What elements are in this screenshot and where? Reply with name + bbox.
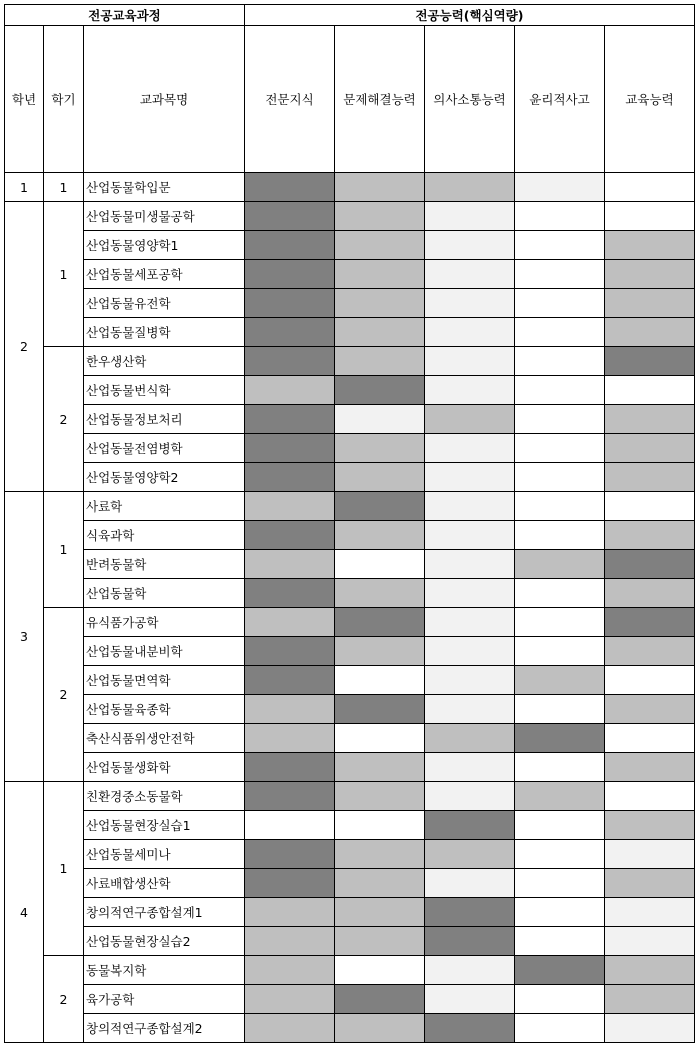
competency-cell-communication (425, 608, 515, 637)
competency-cell-communication (425, 173, 515, 202)
competency-cell-problem-solving (335, 1014, 425, 1043)
course-name-cell: 창의적연구종합설계2 (84, 1014, 245, 1043)
competency-cell-ethics (515, 173, 605, 202)
competency-cell-communication (425, 492, 515, 521)
competency-cell-problem-solving (335, 927, 425, 956)
competency-cell-teaching (605, 840, 695, 869)
competency-cell-ethics (515, 869, 605, 898)
competency-cell-teaching (605, 927, 695, 956)
competency-cell-ethics (515, 811, 605, 840)
competency-cell-knowledge (245, 463, 335, 492)
competency-cell-problem-solving (335, 463, 425, 492)
competency-cell-knowledge (245, 840, 335, 869)
competency-cell-communication (425, 318, 515, 347)
competency-cell-communication (425, 956, 515, 985)
competency-cell-ethics (515, 260, 605, 289)
competency-cell-ethics (515, 231, 605, 260)
competency-cell-ethics (515, 840, 605, 869)
course-name-cell: 유식품가공학 (84, 608, 245, 637)
table-row (5, 260, 695, 289)
table-row (5, 811, 695, 840)
year-cell: 4 (5, 782, 44, 1043)
competency-cell-knowledge (245, 550, 335, 579)
competency-cell-knowledge (245, 637, 335, 666)
competency-cell-knowledge (245, 521, 335, 550)
competency-cell-problem-solving (335, 289, 425, 318)
competency-cell-ethics (515, 405, 605, 434)
semester-cell: 2 (44, 608, 84, 782)
competency-cell-problem-solving (335, 956, 425, 985)
course-name-cell: 산업동물질병학 (84, 318, 245, 347)
semester-cell: 1 (44, 492, 84, 608)
semester-column-header: 학기 (44, 26, 84, 173)
competency-cell-knowledge (245, 1014, 335, 1043)
table-row (5, 492, 695, 521)
year-cell: 1 (5, 173, 44, 202)
competency-cell-problem-solving (335, 782, 425, 811)
competency-cell-problem-solving (335, 637, 425, 666)
competency-cell-communication (425, 811, 515, 840)
competency-cell-teaching (605, 521, 695, 550)
competency-cell-communication (425, 898, 515, 927)
table-row (5, 579, 695, 608)
competency-cell-problem-solving (335, 695, 425, 724)
competency-cell-ethics (515, 492, 605, 521)
competency-cell-problem-solving (335, 231, 425, 260)
competency-cell-teaching (605, 985, 695, 1014)
competency-cell-teaching (605, 405, 695, 434)
table-row (5, 927, 695, 956)
competency-cell-teaching (605, 492, 695, 521)
competency-cell-problem-solving (335, 347, 425, 376)
semester-cell: 1 (44, 202, 84, 347)
competency-cell-problem-solving (335, 840, 425, 869)
table-row (5, 956, 695, 985)
competency-cell-knowledge (245, 956, 335, 985)
competency-header-ethics: 윤리적사고 (515, 26, 605, 173)
competency-cell-communication (425, 405, 515, 434)
table-row (5, 405, 695, 434)
semester-cell: 1 (44, 782, 84, 956)
table-row (5, 985, 695, 1014)
competency-cell-teaching (605, 202, 695, 231)
table-row (5, 666, 695, 695)
course-name-cell: 산업동물영양학1 (84, 231, 245, 260)
competency-header-communication: 의사소통능력 (425, 26, 515, 173)
competency-cell-teaching (605, 724, 695, 753)
semester-cell: 2 (44, 347, 84, 492)
competency-cell-teaching (605, 782, 695, 811)
course-name-cell: 산업동물정보처리 (84, 405, 245, 434)
competency-cell-ethics (515, 289, 605, 318)
competency-cell-problem-solving (335, 376, 425, 405)
competency-cell-knowledge (245, 666, 335, 695)
competency-cell-teaching (605, 1014, 695, 1043)
competency-cell-communication (425, 666, 515, 695)
competency-cell-communication (425, 347, 515, 376)
table-row (5, 173, 695, 202)
competency-cell-problem-solving (335, 173, 425, 202)
competency-cell-problem-solving (335, 434, 425, 463)
competency-cell-problem-solving (335, 608, 425, 637)
competency-cell-problem-solving (335, 405, 425, 434)
competency-cell-communication (425, 753, 515, 782)
course-name-cell: 창의적연구종합설계1 (84, 898, 245, 927)
competency-cell-communication (425, 463, 515, 492)
competency-cell-teaching (605, 608, 695, 637)
competency-cell-teaching (605, 550, 695, 579)
competency-cell-ethics (515, 463, 605, 492)
table-row (5, 608, 695, 637)
course-name-cell: 산업동물유전학 (84, 289, 245, 318)
course-name-cell: 산업동물전염병학 (84, 434, 245, 463)
competency-cell-knowledge (245, 492, 335, 521)
table-row (5, 463, 695, 492)
table-row (5, 318, 695, 347)
table-row (5, 695, 695, 724)
competency-cell-knowledge (245, 869, 335, 898)
course-name-cell: 육가공학 (84, 985, 245, 1014)
semester-cell: 1 (44, 173, 84, 202)
competency-cell-ethics (515, 579, 605, 608)
course-name-cell: 산업동물내분비학 (84, 637, 245, 666)
competency-cell-ethics (515, 724, 605, 753)
table-row (5, 231, 695, 260)
table-row (5, 434, 695, 463)
course-name-cell: 동물복지학 (84, 956, 245, 985)
table-row (5, 347, 695, 376)
competency-cell-ethics (515, 666, 605, 695)
course-name-cell: 산업동물면역학 (84, 666, 245, 695)
competency-cell-problem-solving (335, 318, 425, 347)
competency-cell-teaching (605, 231, 695, 260)
course-name-cell: 산업동물세미나 (84, 840, 245, 869)
competency-cell-ethics (515, 927, 605, 956)
table-row (5, 898, 695, 927)
competency-cell-knowledge (245, 811, 335, 840)
competency-cell-communication (425, 637, 515, 666)
competency-header-knowledge: 전문지식 (245, 26, 335, 173)
competency-cell-knowledge (245, 289, 335, 318)
competency-cell-knowledge (245, 173, 335, 202)
competency-cell-knowledge (245, 347, 335, 376)
course-name-cell: 산업동물미생물공학 (84, 202, 245, 231)
competency-cell-teaching (605, 260, 695, 289)
competency-cell-ethics (515, 376, 605, 405)
competency-cell-knowledge (245, 202, 335, 231)
competency-cell-ethics (515, 782, 605, 811)
competency-cell-ethics (515, 434, 605, 463)
competency-cell-communication (425, 1014, 515, 1043)
competency-cell-knowledge (245, 927, 335, 956)
competency-cell-communication (425, 550, 515, 579)
competency-cell-knowledge (245, 608, 335, 637)
competency-cell-problem-solving (335, 202, 425, 231)
competency-cell-teaching (605, 434, 695, 463)
year-cell: 2 (5, 202, 44, 492)
competency-cell-teaching (605, 811, 695, 840)
course-name-cell: 산업동물현장실습2 (84, 927, 245, 956)
competency-cell-teaching (605, 666, 695, 695)
course-name-cell: 산업동물학 (84, 579, 245, 608)
competency-cell-problem-solving (335, 666, 425, 695)
competency-cell-problem-solving (335, 898, 425, 927)
course-name-cell: 산업동물학입문 (84, 173, 245, 202)
competency-cell-teaching (605, 869, 695, 898)
competency-cell-teaching (605, 318, 695, 347)
competency-cell-teaching (605, 376, 695, 405)
competency-cell-communication (425, 289, 515, 318)
curriculum-group-header: 전공교육과정 (5, 5, 245, 26)
competency-cell-problem-solving (335, 550, 425, 579)
competency-cell-ethics (515, 753, 605, 782)
course-name-cell: 사료배합생산학 (84, 869, 245, 898)
competency-cell-ethics (515, 347, 605, 376)
competency-cell-communication (425, 695, 515, 724)
competency-cell-communication (425, 724, 515, 753)
competency-cell-knowledge (245, 231, 335, 260)
course-name-cell: 반려동물학 (84, 550, 245, 579)
competency-cell-ethics (515, 318, 605, 347)
table-row (5, 869, 695, 898)
competency-header-teaching: 교육능력 (605, 26, 695, 173)
competency-cell-communication (425, 927, 515, 956)
competency-cell-knowledge (245, 724, 335, 753)
competency-cell-problem-solving (335, 579, 425, 608)
table-row (5, 550, 695, 579)
competency-cell-problem-solving (335, 521, 425, 550)
competency-cell-problem-solving (335, 811, 425, 840)
competency-cell-problem-solving (335, 869, 425, 898)
competency-header-problem-solving: 문제해결능력 (335, 26, 425, 173)
competency-cell-teaching (605, 463, 695, 492)
competency-cell-communication (425, 521, 515, 550)
course-name-cell: 산업동물영양학2 (84, 463, 245, 492)
competency-cell-knowledge (245, 318, 335, 347)
course-name-cell: 한우생산학 (84, 347, 245, 376)
competency-cell-knowledge (245, 782, 335, 811)
competency-cell-ethics (515, 985, 605, 1014)
table-row (5, 753, 695, 782)
competency-cell-teaching (605, 289, 695, 318)
competency-group-header: 전공능력(핵심역량) (245, 5, 695, 26)
competency-cell-communication (425, 579, 515, 608)
competency-cell-teaching (605, 347, 695, 376)
course-name-cell: 산업동물번식학 (84, 376, 245, 405)
course-column-header: 교과목명 (84, 26, 245, 173)
table-row (5, 782, 695, 811)
competency-cell-problem-solving (335, 492, 425, 521)
competency-cell-ethics (515, 521, 605, 550)
competency-cell-teaching (605, 898, 695, 927)
table-row (5, 202, 695, 231)
course-name-cell: 산업동물세포공학 (84, 260, 245, 289)
competency-cell-communication (425, 231, 515, 260)
competency-cell-ethics (515, 550, 605, 579)
course-name-cell: 산업동물생화학 (84, 753, 245, 782)
competency-matrix-table (4, 4, 695, 1043)
course-name-cell: 축산식품위생안전학 (84, 724, 245, 753)
semester-cell: 2 (44, 956, 84, 1043)
competency-cell-knowledge (245, 753, 335, 782)
course-name-cell: 식육과학 (84, 521, 245, 550)
competency-cell-communication (425, 840, 515, 869)
competency-cell-teaching (605, 579, 695, 608)
competency-cell-ethics (515, 898, 605, 927)
competency-cell-knowledge (245, 434, 335, 463)
competency-cell-teaching (605, 173, 695, 202)
competency-cell-ethics (515, 637, 605, 666)
competency-cell-teaching (605, 695, 695, 724)
competency-cell-ethics (515, 695, 605, 724)
competency-cell-communication (425, 869, 515, 898)
competency-cell-teaching (605, 956, 695, 985)
table-row (5, 637, 695, 666)
competency-cell-problem-solving (335, 985, 425, 1014)
course-name-cell: 산업동물육종학 (84, 695, 245, 724)
competency-cell-knowledge (245, 260, 335, 289)
competency-cell-knowledge (245, 695, 335, 724)
table-row (5, 521, 695, 550)
competency-cell-knowledge (245, 579, 335, 608)
competency-cell-ethics (515, 202, 605, 231)
year-column-header: 학년 (5, 26, 44, 173)
competency-cell-problem-solving (335, 753, 425, 782)
year-cell: 3 (5, 492, 44, 782)
course-name-cell: 산업동물현장실습1 (84, 811, 245, 840)
competency-cell-knowledge (245, 985, 335, 1014)
competency-cell-communication (425, 782, 515, 811)
competency-cell-teaching (605, 753, 695, 782)
competency-cell-communication (425, 376, 515, 405)
table-row (5, 376, 695, 405)
course-name-cell: 사료학 (84, 492, 245, 521)
competency-cell-knowledge (245, 898, 335, 927)
course-name-cell: 친환경중소동물학 (84, 782, 245, 811)
competency-cell-communication (425, 260, 515, 289)
competency-cell-knowledge (245, 376, 335, 405)
competency-cell-teaching (605, 637, 695, 666)
table-row (5, 840, 695, 869)
competency-cell-problem-solving (335, 260, 425, 289)
matrix-body (5, 173, 695, 1043)
competency-cell-communication (425, 434, 515, 463)
competency-cell-problem-solving (335, 724, 425, 753)
table-row (5, 1014, 695, 1043)
competency-cell-ethics (515, 1014, 605, 1043)
competency-cell-ethics (515, 956, 605, 985)
competency-cell-knowledge (245, 405, 335, 434)
competency-cell-communication (425, 985, 515, 1014)
table-row (5, 724, 695, 753)
table-row (5, 289, 695, 318)
competency-cell-ethics (515, 608, 605, 637)
competency-cell-communication (425, 202, 515, 231)
